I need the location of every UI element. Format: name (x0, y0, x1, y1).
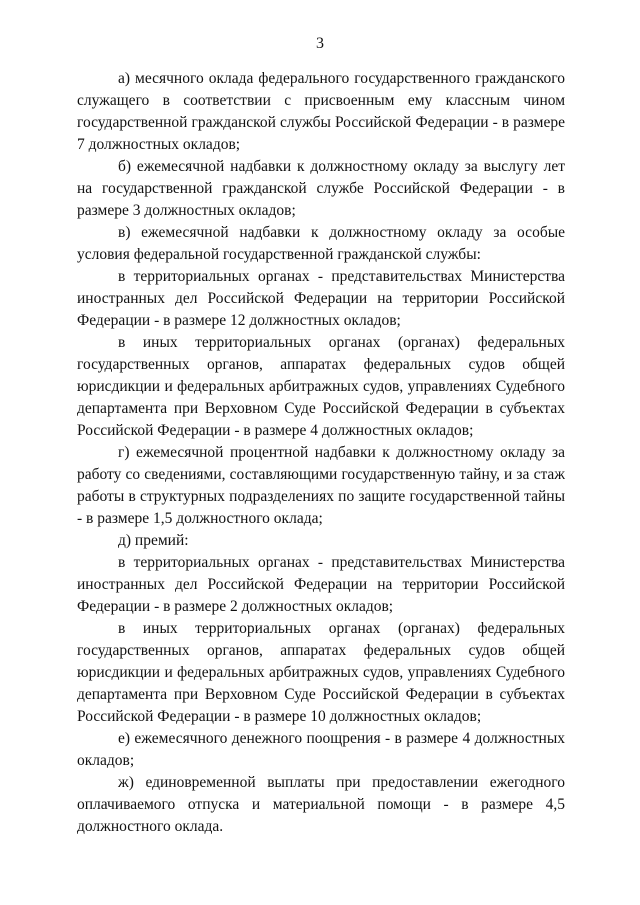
paragraph-d: д) премий: (118, 532, 189, 549)
paragraph-a: а) месячного оклада федерального государственного гражданского служащего в соответствии с присвоенным ему классным чином государственной гражданской службы Российской Федерации - в размере 7 должностных окладов; (77, 70, 565, 153)
paragraph-v-representations: в территориальных органах - представительствах Министерства иностранных дел Российской Федерации на территории Российской Федерации - в размере 12 должностных окладов; (77, 268, 565, 329)
paragraph-g: г) ежемесячной процентной надбавки к должностному окладу за работу со сведениями, составляющими государственную тайну, и за стаж работы в структурных подразделениях по защите государственной тайны - в размере 1,5 должностного оклада; (77, 444, 565, 527)
paragraph-e: е) ежемесячного денежного поощрения - в размере 4 должностных окладов; (77, 730, 565, 769)
paragraph-d-representations: в территориальных органах - представительствах Министерства иностранных дел Российской Федерации на территории Российской Федерации - в размере 2 должностных окладов; (77, 554, 565, 615)
paragraph-v: в) ежемесячной надбавки к должностному окладу за особые условия федеральной государственной гражданской службы: (77, 224, 565, 263)
paragraph-v-other-bodies: в иных территориальных органах (органах) федеральных государственных органов, аппаратах федеральных судов общей юрисдикции и федеральных арбитражных судов, управлениях Судебного департамента при Верховном Суде Российской Федерации в субъектах Российской Федерации - в размере 4 должностных окладов; (77, 334, 565, 439)
document-body (77, 68, 565, 838)
paragraph-b: б) ежемесячной надбавки к должностному окладу за выслугу лет на государственной гражданской службе Российской Федерации - в размере 3 должностных окладов; (77, 158, 565, 219)
paragraph-zh: ж) единовременной выплаты при предоставлении ежегодного оплачиваемого отпуска и материальной помощи - в размере 4,5 должностного оклада. (77, 774, 565, 835)
paragraph-d-other-bodies: в иных территориальных органах (органах) федеральных государственных органов, аппаратах федеральных судов общей юрисдикции и федеральных арбитражных судов, управлениях Судебного департамента при Верховном Суде Российской Федерации в субъектах Российской Федерации - в размере 10 должностных окладов; (77, 620, 565, 725)
page-number: 3 (316, 35, 324, 52)
